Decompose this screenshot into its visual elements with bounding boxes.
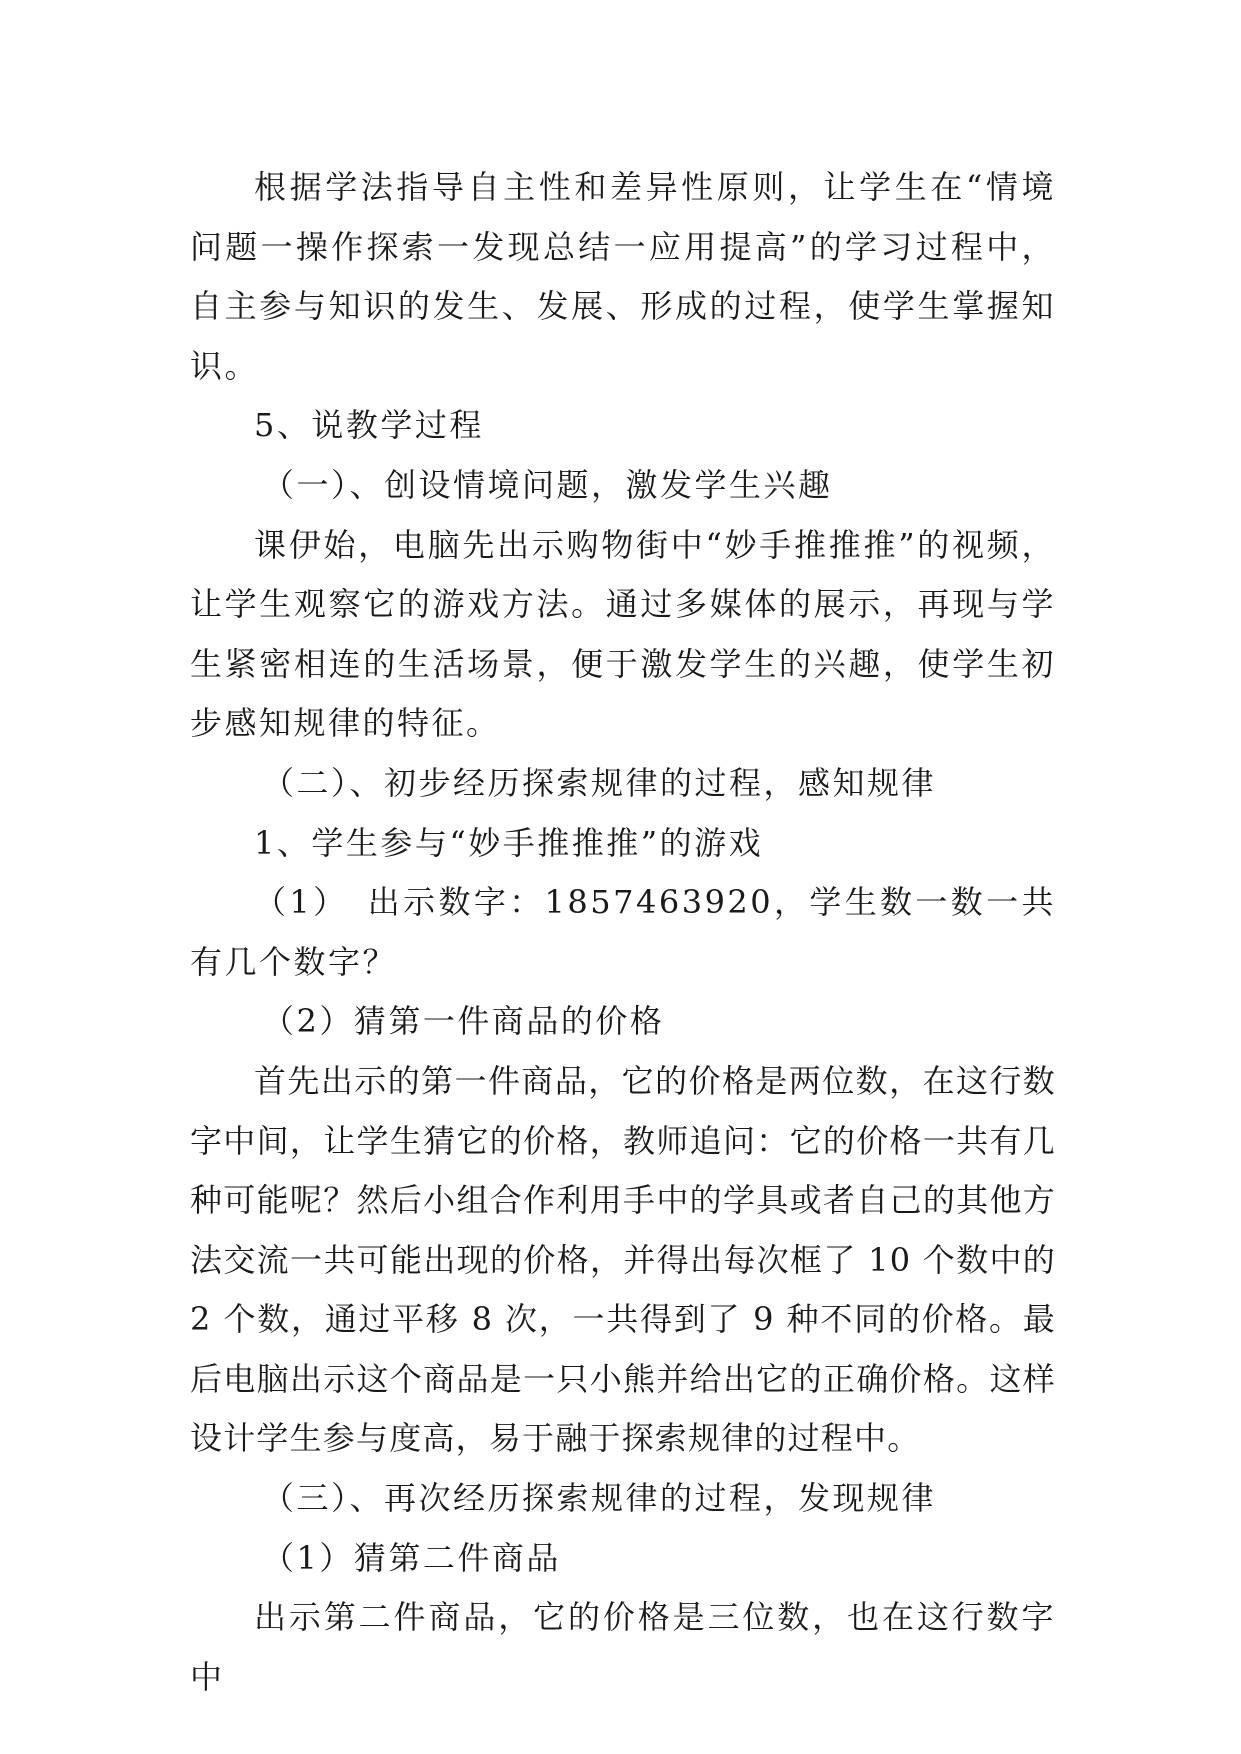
- heading-guess-second-item: （1）猜第二件商品: [262, 1538, 561, 1577]
- document-page: [190, 158, 1056, 1707]
- heading-teaching-process: 5、说教学过程: [254, 406, 484, 445]
- paragraph-learning-method: 根据学法指导自主性和差异性原则，让学生在“情境问题一操作探索一发现总结一应用提高”的学习过程中，自主参与知识的发生、发展、形成的过程，使学生掌握知识。: [190, 168, 1056, 385]
- heading-section-one: （一）、创设情境问题，激发学生兴趣: [262, 465, 833, 504]
- paragraph-first-item-detail: 首先出示的第一件商品，它的价格是两位数，在这行数字中间，让学生猜它的价格，教师追问：它的价格一共有几种可能呢？然后小组合作利用手中的学具或者自己的其他方法交流一共可能出现的价格，并得出每次框了 10 个数中的 2 个数，通过平移 8 次，一共得到了 9 种不同的价格。最后电脑出示这个商品是一只小熊并给出它的正确价格。这样设计学生参与度高，易于融于探索规律的过程中。: [190, 1061, 1056, 1458]
- paragraph-show-digits: （1） 出示数字：1857463920，学生数一数一共有几个数字？: [190, 883, 1056, 981]
- heading-section-two: （二）、初步经历探索规律的过程，感知规律: [262, 763, 937, 802]
- heading-game-participation: 1、学生参与“妙手推推推”的游戏: [254, 823, 764, 862]
- heading-guess-first-item: （2）猜第一件商品的价格: [262, 1002, 665, 1041]
- heading-section-three: （三）、再次经历探索规律的过程，发现规律: [262, 1479, 937, 1518]
- paragraph-lesson-intro: 课伊始，电脑先出示购物街中“妙手推推推”的视频，让学生观察它的游戏方法。通过多媒体的展示，再现与学生紧密相连的生活场景，便于激发学生的兴趣，使学生初步感知规律的特征。: [190, 525, 1056, 743]
- paragraph-second-item-detail: 出示第二件商品，它的价格是三位数，也在这行数字中: [190, 1598, 1056, 1696]
